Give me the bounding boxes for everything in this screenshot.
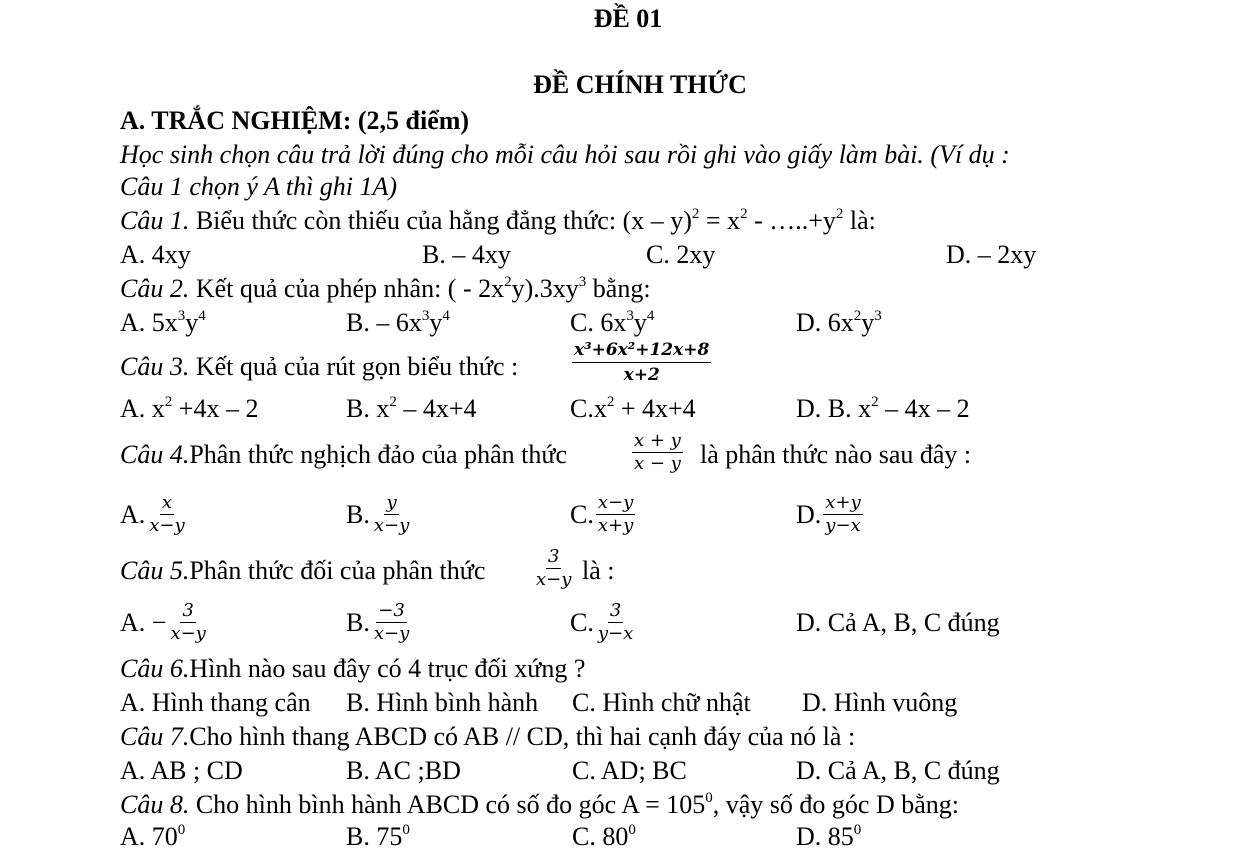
q6-option-a: A. Hình thang cân [120, 688, 311, 717]
question-label: Câu 6. [120, 654, 190, 683]
q1-option-d: D. – 2xy [946, 240, 1037, 269]
q7-option-a: A. AB ; CD [120, 756, 243, 785]
q3-numerator: x³+6x²+12x+8 [572, 338, 711, 363]
q3-option-c: $C.x^2 + 4x+4$ [570, 394, 696, 423]
q8-option-c: C. $80^0$ [572, 822, 636, 851]
q8-option-b: B. $75^0$ [346, 822, 410, 851]
q3-option-a: A. $x^2 +4x - 2$ [120, 394, 259, 423]
question-label: Câu 2. [120, 274, 190, 303]
q7-option-b: B. AC ;BD [346, 756, 461, 785]
section-a-title: A. TRẮC NGHIỆM: (2,5 điểm) [120, 106, 470, 135]
q3-option-b: B. $x^2 - 4x+4$ [346, 394, 477, 423]
q4-option-b: B. $\frac{y}{x-y}$ [346, 492, 410, 536]
q2-option-c: C. $6x^3y^4$ [570, 308, 655, 337]
question-5: Câu 5.Phân thức đối của phân thức [120, 556, 486, 585]
q4-fraction: $\frac{x + y}{x - y}$ [634, 430, 681, 474]
q7-option-d: D. Cả A, B, C đúng [796, 756, 1000, 785]
question-label: Câu 8. [120, 790, 190, 819]
q7-option-c: C. AD; BC [572, 756, 687, 785]
q5-option-c: C. $\frac{3}{y-x}$ [570, 600, 634, 644]
exam-type-title: ĐỀ CHÍNH THỨC [533, 70, 747, 99]
q4-option-d: D. $\frac{x+y}{y-x}$ [796, 492, 861, 536]
q2-option-a: A. $5x^3y^4$ [120, 308, 206, 337]
q2-option-d: D. $6x^2y^3$ [796, 308, 882, 337]
question-2: Câu 2. Kết quả của phép nhân: ( - $2x^2y).3xy^3$ bằng: [120, 274, 651, 303]
exam-number: ĐỀ 01 [593, 4, 663, 33]
question-label: Câu 7. [120, 722, 190, 751]
q3-option-d: D. B. $x^2 - 4x - 2$ [796, 394, 970, 423]
question-label: Câu 3. [120, 352, 190, 381]
question-7: Câu 7.Cho hình thang ABCD có AB // CD, thì hai cạnh đáy của nó là : [120, 722, 856, 751]
question-3: Câu 3. Kết quả của rút gọn biểu thức : [120, 352, 519, 381]
instruction-line-2: Câu 1 chọn ý A thì ghi 1A) [120, 172, 398, 201]
question-1: Câu 1. Biểu thức còn thiếu của hằng đẳng thức: $(x - y)^2 = x^2$ - $\dots..+y^2$ là: [120, 206, 876, 235]
q2-option-b: B. – $6x^3y^4$ [346, 308, 450, 337]
question-6: Câu 6.Hình nào sau đây có 4 trục đối xứng ? [120, 654, 586, 683]
question-label: Câu 1. [120, 206, 190, 235]
q6-option-c: C. Hình chữ nhật [572, 688, 751, 717]
q4-text-end: là phân thức nào sau đây : [700, 440, 972, 469]
q5-text-end: là : [582, 556, 615, 585]
q6-option-b: B. Hình bình hành [346, 688, 539, 717]
q5-option-b: B. $\frac{-3}{x-y}$ [346, 600, 410, 644]
q8-option-d: D. $85^0$ [796, 822, 862, 851]
question-label: Câu 5. [120, 556, 190, 585]
q8-option-a: A. $70^0$ [120, 822, 186, 851]
q5-fraction: $\frac{3}{x-y}$ [536, 546, 572, 590]
q6-option-d: D. Hình vuông [802, 688, 958, 717]
q3-fraction [572, 338, 711, 387]
q5-option-d: D. Cả A, B, C đúng [796, 608, 1000, 637]
q5-option-a: A. − $\frac{3}{x-y}$ [120, 600, 206, 644]
question-8: Câu 8. Cho hình bình hành ABCD có số đo góc $A = 105^0$, vậy số đo góc D bằng: [120, 790, 959, 819]
q4-option-a: A. $\frac{x}{x-y}$ [120, 492, 185, 536]
question-4: Câu 4.Phân thức nghịch đảo của phân thức [120, 440, 567, 469]
q1-option-a: A. 4xy [120, 240, 191, 269]
instruction-line-1: Học sinh chọn câu trả lời đúng cho mỗi câu hỏi sau rồi ghi vào giấy làm bài. (Ví dụ : [120, 140, 1010, 169]
q1-option-c: C. 2xy [646, 240, 716, 269]
q1-option-b: B. – 4xy [422, 240, 511, 269]
question-label: Câu 4. [120, 440, 190, 469]
q3-denominator: x+2 [623, 365, 660, 385]
q4-option-c: C. $\frac{x-y}{x+y}$ [570, 492, 634, 536]
